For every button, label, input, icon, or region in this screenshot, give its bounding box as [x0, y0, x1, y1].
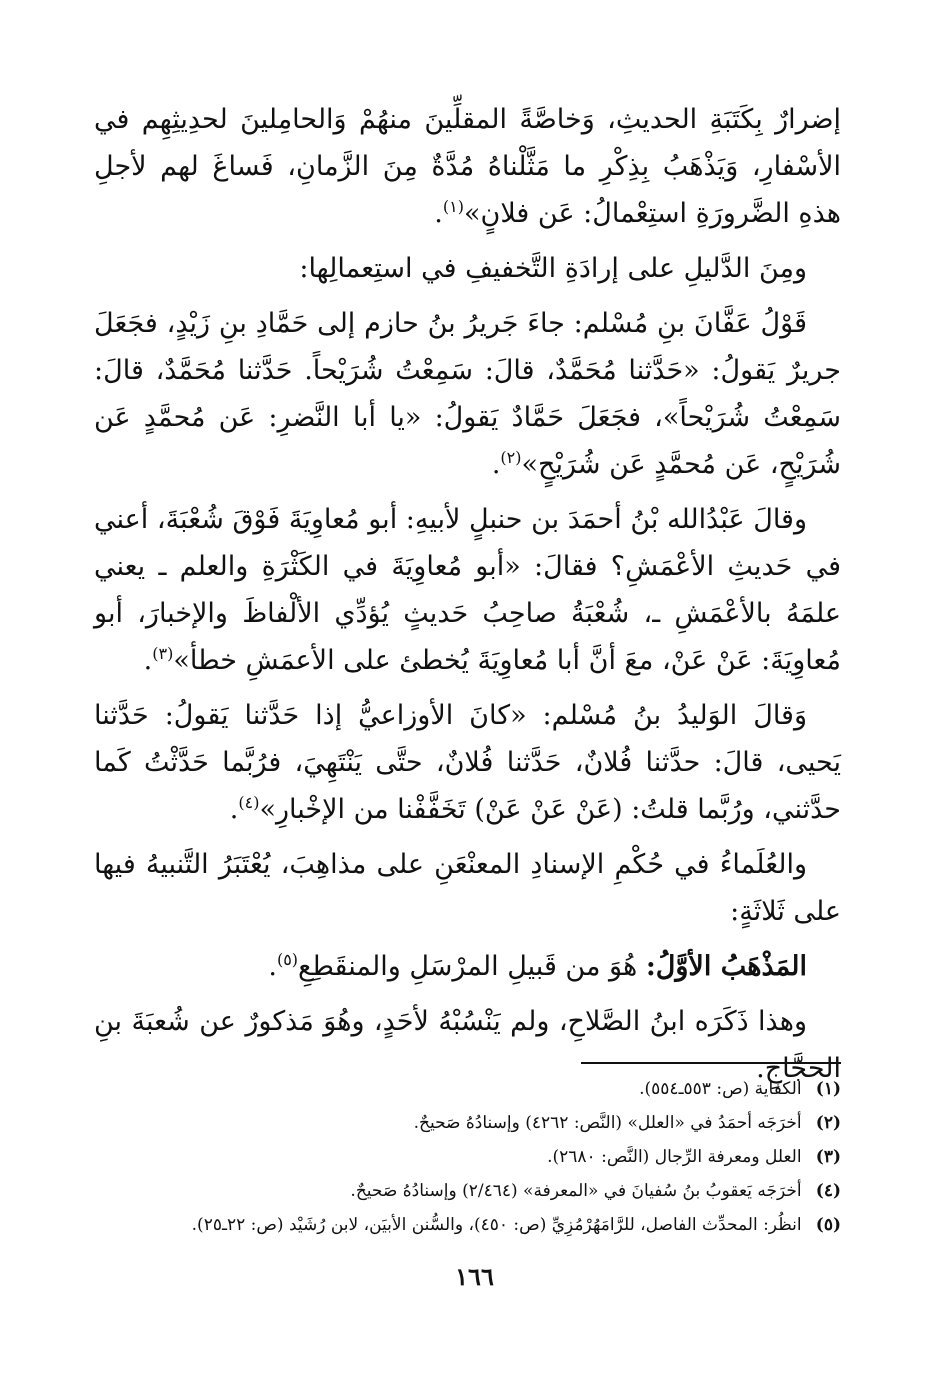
footnote-text: انظُر: المحدِّث الفاصل، للرَّامَهُرْمُزِيِّ (ص: ٤٥٠)، والسُّنن الأبيَن، لابن رُشَيْد (ص: ٢٢ـ٢٥).: [191, 1215, 802, 1235]
footnote-number: (١): [815, 1079, 841, 1099]
footnotes: [94, 1072, 841, 1242]
footnote-ref-3[interactable]: (٣): [152, 644, 174, 663]
footnote-5: [94, 1208, 841, 1242]
paragraph-2: ومِنَ الدَّليلِ على إرادَةِ التَّخفيفِ في استِعمالِها:: [299, 253, 807, 284]
footnote-text: أخرَجَه أحمَدُ في «العلل» (النَّص: ٤٢٦٢) وإسنادُهُ صَحيحٌ.: [413, 1113, 802, 1133]
footnote-ref-2[interactable]: (٢): [500, 448, 522, 467]
paragraph-5: وَقالَ الوَليدُ بنُ مُسْلم: «كانَ الأوزاعيُّ إذا حَدَّثنا يَقولُ: حَدَّثنا يَحيى، قالَ: حدَّثنا فُلانٌ، حَدَّثنا فُلانٌ، حتَّى يَنْتَهِيَ، فرُبَّما حَدَّثْتُ كَما حدَّثني، ورُبَّما قلتُ: (عَنْ عَنْ عَنْ) تَخَفَّفْنا من الإخْبارِ»$^{(٤)}$.: [94, 700, 841, 825]
footnote-1: [94, 1072, 841, 1106]
footnote-number: (٥): [815, 1215, 841, 1235]
footnote-ref-1[interactable]: (١): [442, 197, 464, 216]
footnote-ref-5[interactable]: (٥): [276, 950, 299, 969]
footnote-number: (٤): [815, 1181, 841, 1201]
paragraph-7: المَذْهَبُ الأوَّلُ: هُوَ من قَبيلِ المرْسَلِ والمنقَطِعِ$^{(٥)}$.: [268, 950, 807, 982]
paragraph-1: إضرارٌ بِكَتَبَةِ الحديثِ، وَخاصَّةً المقلِّينَ منهُمْ وَالحامِلينَ لحدِيثِهِم في الأسْفارِ، وَيَذْهَبُ بِذِكْرِ ما مَثَّلْناهُ مُدَّةٌ مِنَ الزَّمانِ، فَساغَ لهم لأجلِ هذهِ الضَّرورَةِ استِعْمالُ: عَن فلانٍ»$^{(١)}$.: [94, 104, 841, 229]
main-text: [94, 96, 841, 1100]
footnote-2: [94, 1106, 841, 1140]
paragraph-3: قَوْلُ عَفَّانَ بنِ مُسْلم: جاءَ جَريرُ بنُ حازم إلى حَمَّادِ بنِ زَيْدٍ، فجَعَلَ جريرٌ يَقولُ: «حَدَّثنا مُحَمَّدٌ، قالَ: سَمِعْتُ شُرَيْحاً. حَدَّثنا مُحَمَّدٌ، قالَ: سَمِعْتُ شُرَيْحاً»، فجَعَلَ حَمَّادٌ يَقولُ: «يا أبا النَّضرِ: عَن مُحمَّدٍ عَن شُرَيْحٍ، عَن مُحمَّدٍ عَن شُرَيْحٍ»$^{(٢)}$.: [94, 308, 841, 480]
paragraph-4: وقالَ عَبْدُالله بْنُ أحمَدَ بن حنبلٍ لأبيهِ: أبو مُعاوِيَةَ فَوْقَ شُعْبَةَ، أعني في حَديثِ الأعْمَشِ؟ فقالَ: «أبو مُعاوِيَةَ في الكَثْرَةِ والعلم ـ يعني علمَهُ بالأعْمَشِ ـ، شُعْبَةُ صاحِبُ حَديثٍ يُؤدِّي الألْفاظَ والإخبارَ، أبو مُعاوِيَةَ: عَنْ عَنْ، معَ أنَّ أبا مُعاوِيَةَ يُخطئ على الأعمَشِ خطأ»$^{(٣)}$.: [94, 504, 841, 676]
footnote-4: [94, 1174, 841, 1208]
paragraph-8: وهذا ذَكَرَه ابنُ الصَّلاحِ، ولم يَنْسُبْهُ لأحَدٍ، وهُوَ مَذكورٌ عن شُعبَةَ بنِ الحجَّاجِ.: [94, 1006, 841, 1084]
footnote-3: [94, 1140, 841, 1174]
footnote-text: العلل ومعرفة الرِّجال (النَّص: ٢٦٨٠).: [547, 1147, 802, 1167]
footnote-number: (٣): [815, 1147, 841, 1167]
paragraph-6: والعُلَماءُ في حُكْمِ الإسنادِ المعنْعَنِ على مذاهِبَ، يُعْتَبَرُ التَّنبيهُ فيها على ثَلاثَةٍ:: [94, 849, 841, 927]
footnote-divider: [581, 1062, 841, 1064]
footnote-ref-4[interactable]: (٤): [238, 793, 260, 812]
footnote-text: الكفاية (ص: ٥٥٣ـ٥٥٤).: [639, 1079, 802, 1099]
footnote-number: (٢): [815, 1113, 841, 1133]
footnote-text: أخرَجَه يَعقوبُ بنُ سُفيانَ في «المعرفة» (٢/٤٦٤) وإسنادُهُ صَحيحٌ.: [350, 1181, 802, 1201]
page-number: ١٦٦: [455, 1262, 494, 1291]
section-heading: المَذْهَبُ الأوَّلُ:: [645, 951, 807, 982]
